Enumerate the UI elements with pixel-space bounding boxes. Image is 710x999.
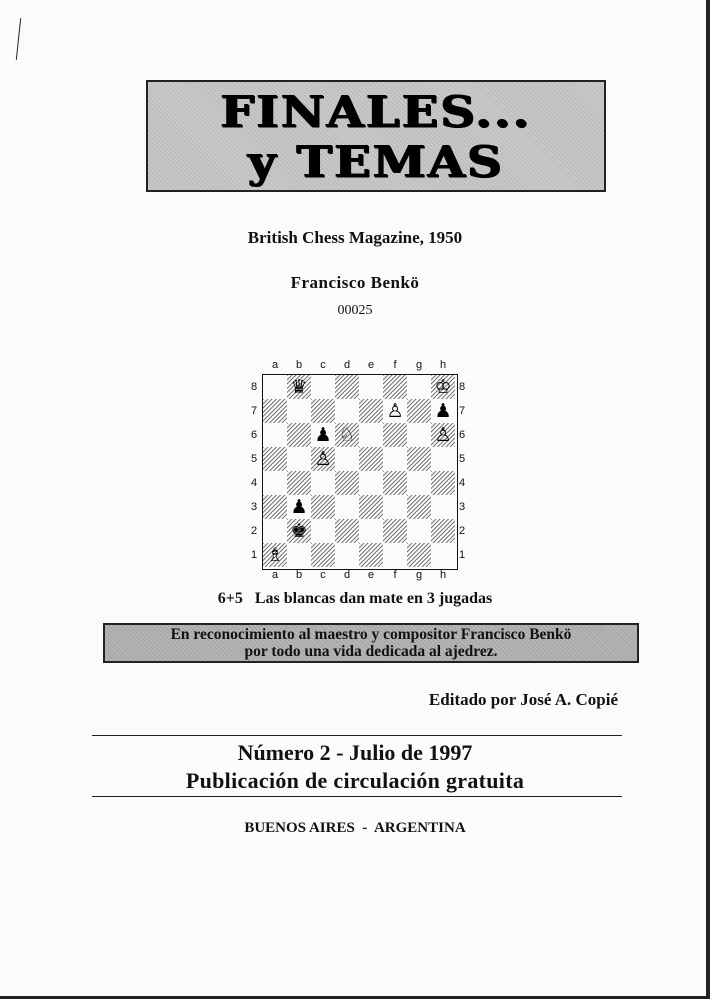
square-b6 [287,423,311,447]
square-g6 [407,423,431,447]
divider-bottom [92,796,622,797]
square-a6 [263,423,287,447]
square-c1 [311,543,335,567]
square-f8 [383,375,407,399]
square-f2 [383,519,407,543]
banner-title-line1: FINALES... [220,86,532,138]
square-h4 [431,471,455,495]
white-pawn-icon: ♙ [434,424,452,446]
square-e5 [359,447,383,471]
square-h3 [431,495,455,519]
black-queen-icon: ♛ [290,376,308,398]
square-e4 [359,471,383,495]
square-e8 [359,375,383,399]
file-label-h: h [439,359,447,371]
city-line: BUENOS AIRES - ARGENTINA [244,820,466,836]
square-g3 [407,495,431,519]
stipulation: 6+5 Las blancas dan mate en 3 jugadas [217,590,493,607]
white-pawn-icon: ♙ [386,400,404,422]
file-label-e: e [367,359,375,371]
problem-code: 00025 [337,303,373,318]
rank-label-7: 7 [459,405,466,417]
black-king-icon: ♚ [290,520,308,542]
file-label-a: a [271,569,279,581]
file-label-f: f [393,569,397,581]
tribute-line2: por todo una vida dedicada al ajedrez. [244,643,498,660]
white-pawn-icon: ♙ [314,448,332,470]
rank-label-4: 4 [251,477,258,489]
divider-top [92,735,622,736]
square-e2 [359,519,383,543]
pen-mark [16,18,21,60]
white-king-icon: ♔ [434,376,452,398]
square-d2 [335,519,359,543]
square-a7 [263,399,287,423]
square-d8 [335,375,359,399]
rank-label-5: 5 [251,453,258,465]
square-f6 [383,423,407,447]
file-label-g: g [415,359,423,371]
square-a2 [263,519,287,543]
square-b7 [287,399,311,423]
rank-label-8: 8 [251,381,258,393]
title-banner [146,80,606,192]
file-label-d: d [343,359,351,371]
square-f3 [383,495,407,519]
white-bishop-icon: ♗ [266,544,284,566]
square-d3 [335,495,359,519]
square-g4 [407,471,431,495]
square-g1 [407,543,431,567]
square-e7 [359,399,383,423]
black-pawn-icon: ♟ [290,496,308,518]
banner-title-line2: y TEMAS [248,136,504,188]
issue-line: Número 2 - Julio de 1997 [237,740,473,765]
rank-label-2: 2 [251,525,258,537]
rank-label-8: 8 [459,381,466,393]
rank-label-1: 1 [251,549,258,561]
square-a3 [263,495,287,519]
file-label-e: e [367,569,375,581]
square-f4 [383,471,407,495]
black-pawn-icon: ♟ [434,400,452,422]
square-h1 [431,543,455,567]
white-knight-icon: ♘ [338,424,356,446]
square-a4 [263,471,287,495]
square-f5 [383,447,407,471]
square-a5 [263,447,287,471]
rank-label-3: 3 [251,501,258,513]
tribute-line1: En reconocimiento al maestro y compositor Francisco Benkö [170,626,572,643]
rank-label-1: 1 [459,549,466,561]
square-g8 [407,375,431,399]
rank-label-3: 3 [459,501,466,513]
rank-label-4: 4 [459,477,466,489]
file-label-d: d [343,569,351,581]
file-label-a: a [271,359,279,371]
square-a8 [263,375,287,399]
file-label-b: b [295,569,303,581]
square-b4 [287,471,311,495]
square-g2 [407,519,431,543]
rank-label-6: 6 [251,429,258,441]
file-label-h: h [439,569,447,581]
square-g5 [407,447,431,471]
square-e1 [359,543,383,567]
tribute-box [103,623,639,663]
square-h2 [431,519,455,543]
black-pawn-icon: ♟ [314,424,332,446]
chess-board [262,374,458,570]
square-c3 [311,495,335,519]
file-label-c: c [320,359,326,371]
square-b5 [287,447,311,471]
square-e3 [359,495,383,519]
square-b1 [287,543,311,567]
file-label-b: b [295,359,303,371]
file-label-f: f [393,359,397,371]
square-d4 [335,471,359,495]
square-c8 [311,375,335,399]
rank-label-5: 5 [459,453,466,465]
square-e6 [359,423,383,447]
square-h5 [431,447,455,471]
square-d1 [335,543,359,567]
rank-label-7: 7 [251,405,258,417]
publication-line: Publicación de circulación gratuita [185,768,525,793]
rank-label-6: 6 [459,429,466,441]
square-c7 [311,399,335,423]
square-d7 [335,399,359,423]
square-f1 [383,543,407,567]
square-g7 [407,399,431,423]
square-c4 [311,471,335,495]
editor-credit: Editado por José A. Copié [428,690,618,709]
scan-edge-right [706,0,710,999]
square-d5 [335,447,359,471]
file-label-g: g [415,569,423,581]
source-line: British Chess Magazine, 1950 [247,228,463,247]
author-name: Francisco Benkö [290,273,420,292]
file-label-c: c [320,569,326,581]
rank-label-2: 2 [459,525,466,537]
square-c2 [311,519,335,543]
